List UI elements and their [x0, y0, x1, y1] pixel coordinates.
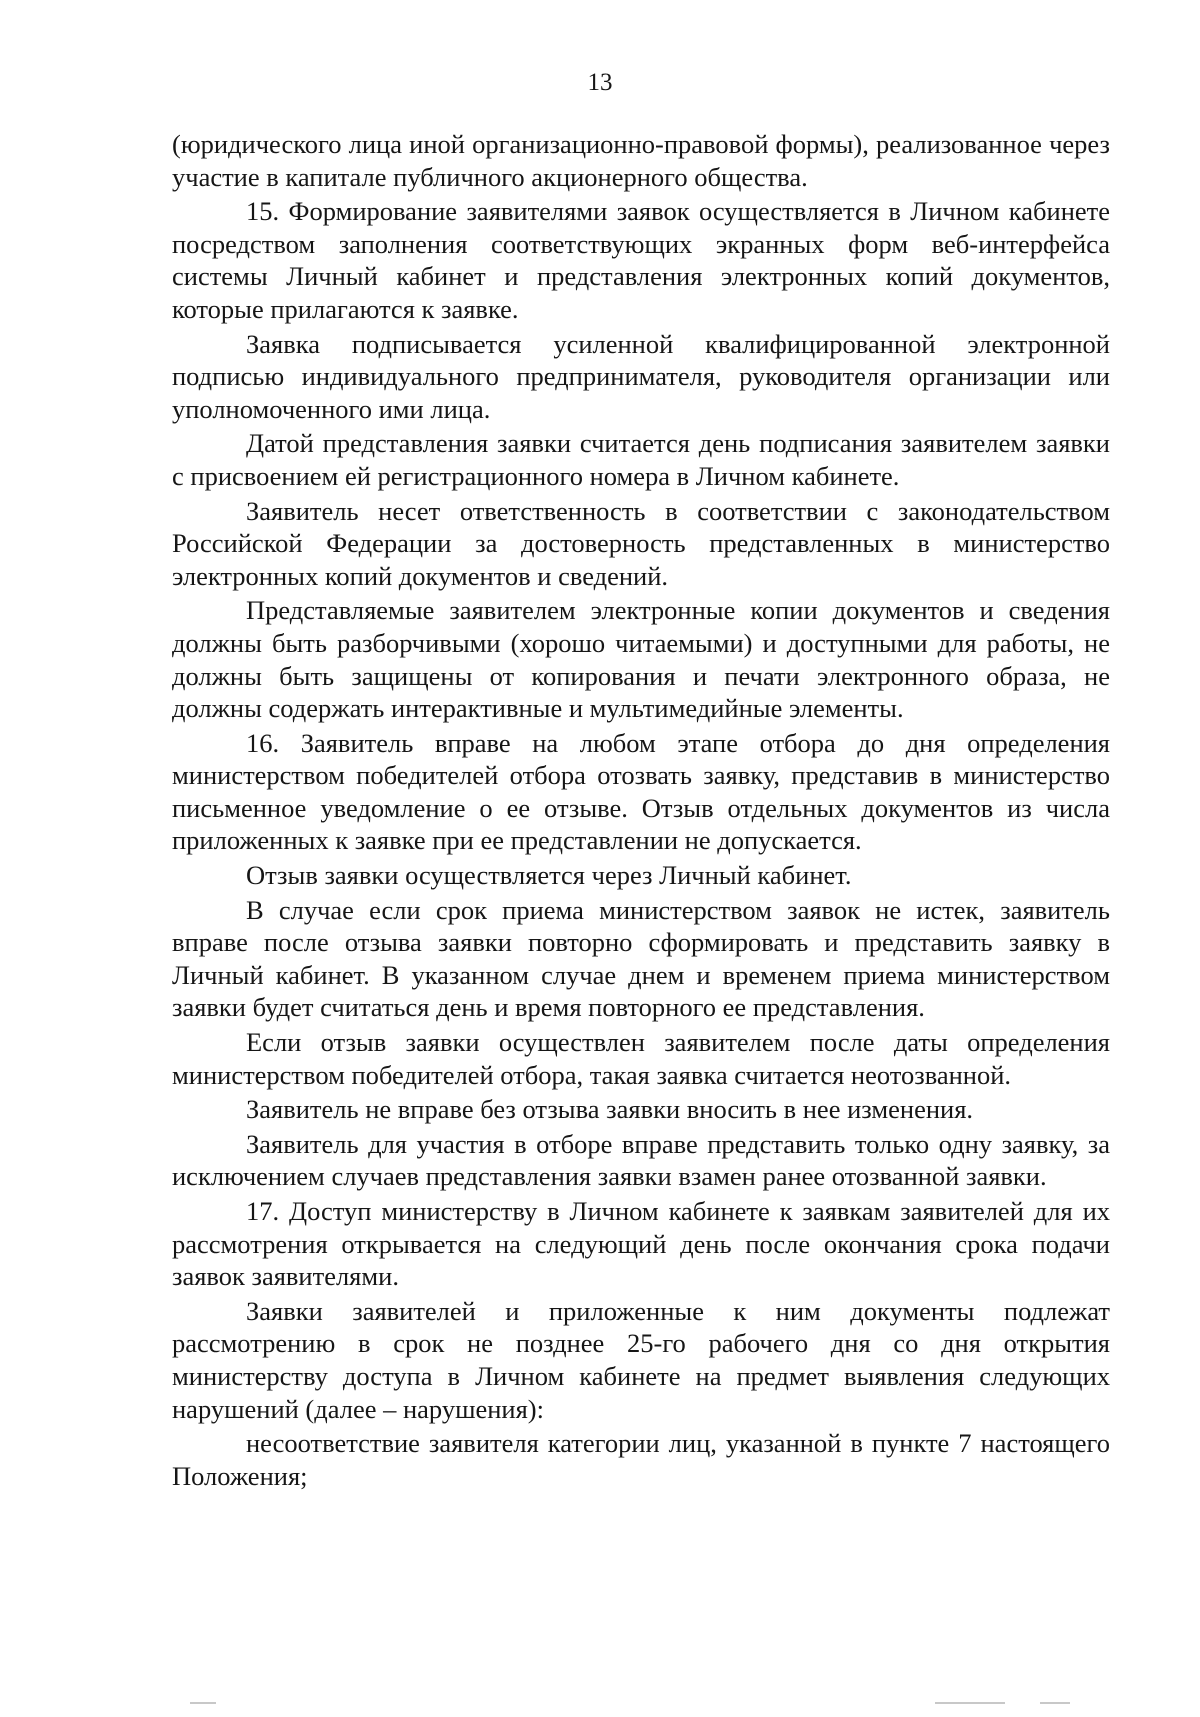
paragraph-submission-date: Датой представления заявки считается день подписания заявителем заявки с присвоением ей регистрационного номера в Личном кабинете. — [172, 428, 1110, 491]
paragraph-withdrawal: Отзыв заявки осуществляется через Личный кабинет. — [246, 860, 852, 891]
page-number: 13 — [587, 69, 613, 96]
paragraph-clause-15: 15. Формирование заявителями заявок осуществляется в Личном кабинете посредством заполнения соответствующих экранных форм веб-интерфейса системы Личный кабинет и представления электронных копий документов, которые прилагаются к заявке. — [172, 196, 1110, 324]
paragraph-clause-16: 16. Заявитель вправе на любом этапе отбора до дня определения министерством победителей отбора отозвать заявку, представив в министерство письменное уведомление о ее отзыве. Отзыв отдельных документов из числа приложенных к заявке при ее представлении не допускается. — [172, 727, 1110, 856]
paragraph-single-application: Заявитель для участия в отборе вправе представить только одну заявку, за исключением случаев представления заявки взамен ранее отозванной заявки. — [172, 1128, 1110, 1192]
paragraph-violation-item: несоответствие заявителя категории лиц, указанной в пункте 7 настоящего Положения; — [172, 1428, 1110, 1491]
document-body — [172, 128, 1110, 1494]
paragraph-no-changes: Заявитель не вправе без отзыва заявки вносить в нее изменения. — [246, 1094, 974, 1125]
paragraph-resubmission: В случае если срок приема министерством заявок не истек, заявитель вправе после отзыва заявки повторно сформировать и представить заявку в Личный кабинет. В указанном случае днем и временем приема министерством заявки будет считаться день и время повторного ее представления. — [172, 894, 1110, 1023]
paragraph-clause-17: 17. Доступ министерству в Личном кабинете к заявкам заявителей для их рассмотрения открывается на следующий день после окончания срока подачи заявок заявителями. — [172, 1196, 1110, 1292]
paragraph-signature: Заявка подписывается усиленной квалифицированной электронной подписью индивидуального предпринимателя, руководителя организации или уполномоченного ими лица. — [172, 328, 1110, 424]
scan-artifact-mark — [190, 1702, 216, 1704]
scan-artifact-mark — [1040, 1702, 1070, 1704]
paragraph-copies-requirements: Представляемые заявителем электронные копии документов и сведения должны быть разборчивыми (хорошо читаемыми) и доступными для работы, не должны быть защищены от копирования и печати электронного образа, не должны содержать интерактивные и мультимедийные элементы. — [172, 595, 1110, 724]
scan-artifact-mark — [935, 1702, 1005, 1704]
paragraph-review-term: Заявки заявителей и приложенные к ним документы подлежат рассмотрению в срок не позднее 25-го рабочего дня со дня открытия министерству доступа в Личном кабинете на предмет выявления следующих нарушений (далее – нарушения): — [172, 1295, 1110, 1424]
paragraph-responsibility: Заявитель несет ответственность в соответствии с законодательством Российской Федерации за достоверность представленных в министерство электронных копий документов и сведений. — [172, 495, 1110, 591]
paragraph-continuation: (юридического лица иной организационно-правовой формы), реализованное через участие в капитале публичного акционерного общества. — [172, 129, 1110, 192]
paragraph-late-withdrawal: Если отзыв заявки осуществлен заявителем после даты определения министерством победителей отбора, такая заявка считается неотозванной. — [172, 1027, 1110, 1090]
